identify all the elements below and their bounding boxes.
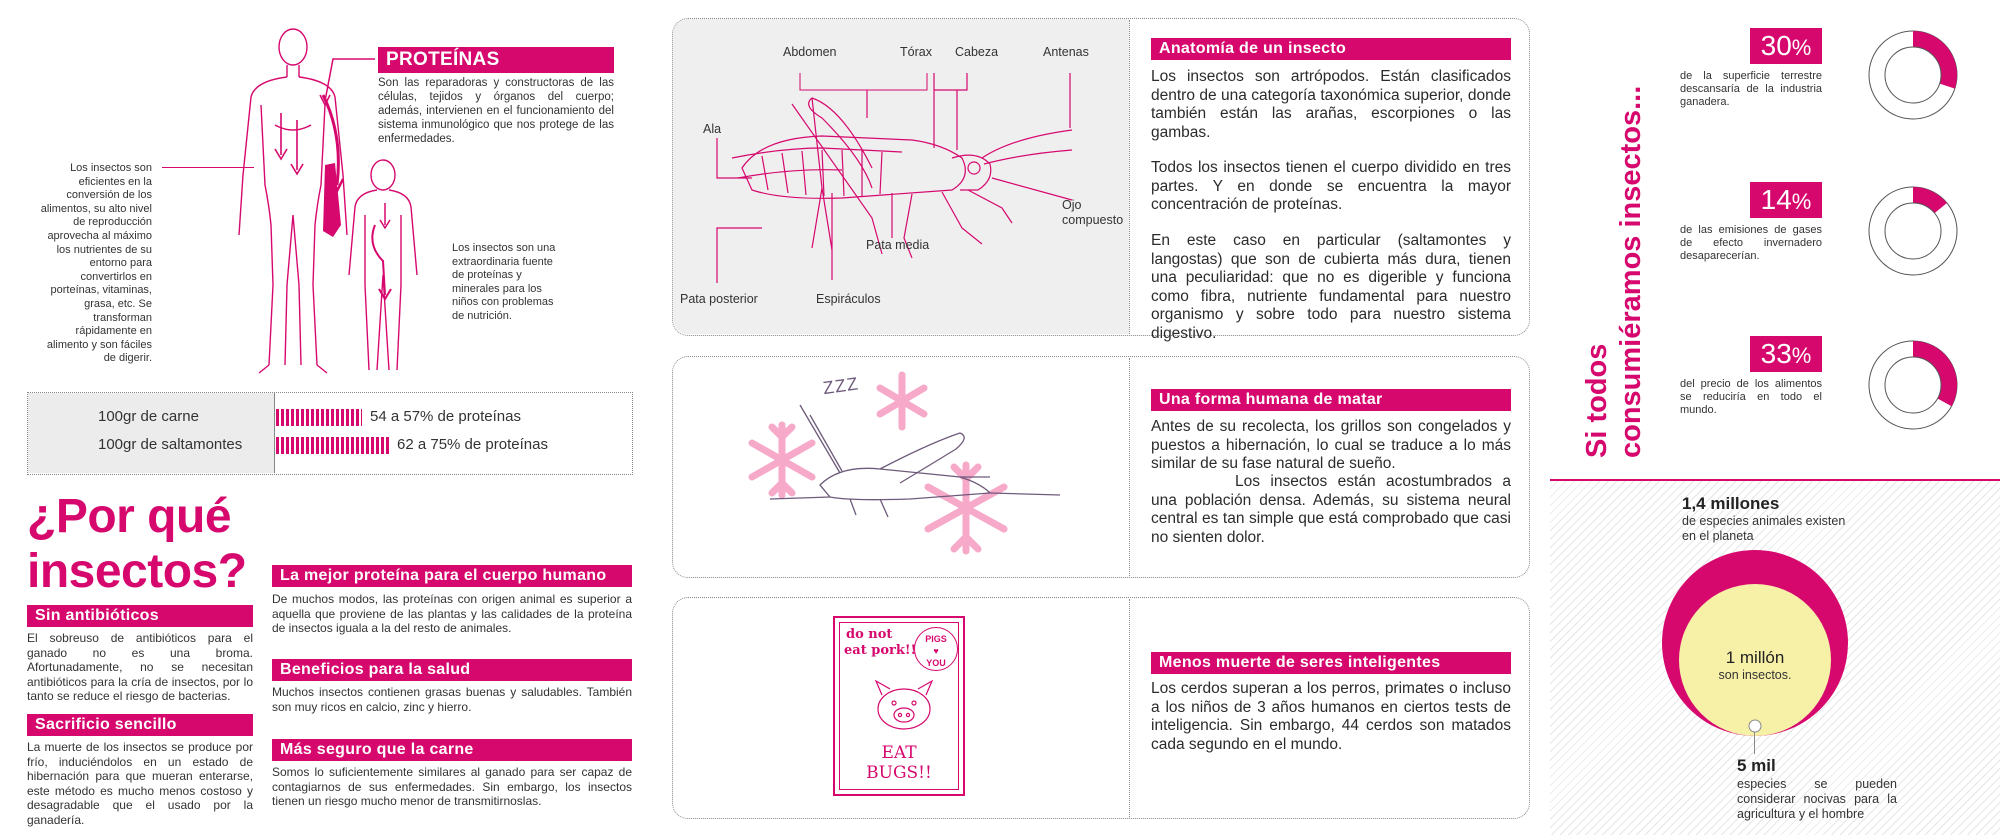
beneficios-title: Beneficios para la salud: [272, 659, 632, 681]
stat-row: [1680, 182, 1980, 292]
protein-bar-meat: [276, 409, 362, 426]
label-espiraculos: Espiráculos: [816, 292, 881, 306]
label-cabeza: Cabeza: [955, 45, 999, 59]
poster-top2: eat pork!!: [844, 643, 917, 658]
matar-title: Una forma humana de matar: [1151, 389, 1511, 411]
pig-icon: [862, 675, 946, 737]
beneficios-text: Muchos insectos contienen grasas buenas y saludables. También son muy ricos en calcio, zinc y hierro.: [272, 685, 632, 714]
proteinas-text: Son las reparadoras y constructoras de las células, tejidos y órganos del cuerpo; además, intervienen en el funcionamiento del sistema inmunológico que nos protege de las enfermedades.: [378, 77, 614, 145]
bubble-pigs: PIGS: [925, 634, 947, 644]
comparison-box: [27, 392, 633, 475]
stat-number-badge: [1750, 182, 1822, 218]
proteinas-title: PROTEÍNAS: [378, 47, 614, 73]
si-todos-title: [1580, 38, 1647, 458]
matar-p1: Antes de su recolecta, los grillos son congelados y puestos a hibernación, lo cual se traduce a lo más similar de su fase natural de sueño.: [1151, 418, 1511, 472]
left-note: Los insectos son eficientes en la conversión de los alimentos, su alto nivel de reproducción aprovecha al máximo los nutrientes de su entorno para convertirlos en porteínas, vitaminas, grasa, etc. Se transforman rápidamente en alimento y son fáciles de digerir.: [40, 162, 152, 365]
species-big-num: 1,4 millones: [1682, 494, 1780, 513]
anatomy-p3: En este caso en particular (saltamontes y langostas) que son de cubierta más dura, tienen una peculiaridad: que no es digerible y funciona como fibra, nutriente fundamental para nuestro organismo y sobre todo para nuestro sistema digestivo.: [1151, 232, 1511, 342]
label-ojo: Ojo: [1062, 198, 1082, 212]
label-pata-posterior: Pata posterior: [680, 292, 758, 306]
sin-antibioticos-text: El sobreuso de antibióticos para el ganado no es una broma. Afortunadamente, no se necesitan antibióticos para la cría de insectos, por lo tanto se reduce el riesgo de bacterias.: [27, 631, 253, 703]
sacrificio-text: La muerte de los insectos se produce por frío, induciéndolos en un estado de hibernación para que mueran enterarse, este método es mucho menos costoso y desagradable que el usado por la ganadería.: [27, 740, 253, 827]
stat-donut-chart: [1866, 338, 1960, 432]
poster-bottom2: BUGS!!: [866, 763, 932, 783]
menos-text: Los cerdos superan a los perros, primates o incluso a los niños de 3 años humanos en ciertos tests de inteligencia. Sin embargo, 44 cerdos son matados cada segundo en el mundo.: [1151, 680, 1511, 753]
protein-bar-grasshopper: [276, 437, 389, 454]
stat-text: de la superficie terrestre descansaría de la industria ganadera.: [1680, 70, 1822, 108]
circle-pests: [1749, 720, 1761, 732]
anatomy-p1: Los insectos son artrópodos. Están clasificados dentro de una categoría taxonómica superior, donde también están las arañas, escorpiones o las gambas.: [1151, 68, 1511, 141]
species-circles: [1660, 548, 1850, 738]
label-antenas: Antenas: [1043, 45, 1089, 59]
label-ala: Ala: [703, 122, 722, 136]
pig-poster: [833, 616, 965, 796]
species-small-text: especies se pueden considerar nocivas para la agricultura y el hombre: [1737, 777, 1897, 821]
poster-top1: do not: [846, 627, 893, 642]
panel-divider: [1129, 599, 1130, 817]
anatomy-title: Anatomía de un insecto: [1151, 38, 1511, 60]
stat-text: del precio de los alimentos se reduciría en todo el mundo.: [1680, 378, 1822, 416]
menos-title: Menos muerte de seres inteligentes: [1151, 652, 1511, 674]
stat-text: de las emisiones de gases de efecto invernadero desaparecerían.: [1680, 224, 1822, 262]
poster-bottom1: EAT: [881, 743, 917, 763]
por-que-line2: insectos?: [27, 545, 247, 598]
comparison-label-meat: 100gr de carne: [98, 408, 199, 425]
stat-number: 14: [1760, 184, 1792, 215]
comparison-label-grasshopper: 100gr de saltamontes: [98, 436, 243, 453]
bubble-you: YOU: [926, 658, 946, 668]
panel-divider: [1129, 358, 1130, 576]
matar-p2: Los insectos están acostumbrados a una población densa. Además, su sistema neural central es tan simple que está comprobado que casi no sienten dolor.: [1151, 473, 1511, 546]
right-note: Los insectos son una extraordinaria fuente de proteínas y minerales para los niños con problemas de nutrición.: [452, 242, 556, 322]
poster-bubble: [914, 627, 958, 671]
zzz-text: Z Z Z: [821, 373, 858, 399]
sacrificio-title: Sacrificio sencillo: [27, 714, 253, 736]
species-mid-text: son insectos.: [1718, 668, 1792, 682]
bubble-heart: ♥: [933, 646, 939, 656]
species-mid-num: 1 millón: [1725, 648, 1785, 667]
comparison-value-grasshopper: 62 a 75% de proteínas: [397, 436, 548, 453]
donut-hole: [1885, 47, 1941, 103]
stat-donut-chart: [1866, 184, 1960, 278]
mas-seguro-title: Más seguro que la carne: [272, 739, 632, 761]
donut-hole: [1885, 203, 1941, 259]
stat-unit: %: [1791, 343, 1812, 368]
si-todos-line2: consumiéramos insectos...: [1615, 85, 1647, 458]
pointer-line: [1754, 732, 1755, 754]
stat-donut-chart: [1866, 28, 1960, 122]
species-small-num: 5 mil: [1737, 756, 1776, 775]
por-que-line1: ¿Por qué: [27, 490, 232, 543]
stat-number-badge: [1750, 28, 1822, 64]
stat-row: [1680, 336, 1980, 446]
stat-row: [1680, 28, 1980, 138]
stat-unit: %: [1791, 35, 1812, 60]
anatomy-p2: Todos los insectos tienen el cuerpo dividido en tres partes. Y en donde se encuentra la mayor concentración de proteínas.: [1151, 159, 1511, 213]
donut-hole: [1885, 357, 1941, 413]
stat-number: 30: [1760, 30, 1792, 61]
stat-unit: %: [1791, 189, 1812, 214]
panel-divider: [1129, 20, 1130, 334]
grasshopper-diagram: [672, 18, 1128, 336]
si-todos-line1: Si todos: [1581, 343, 1613, 458]
species-big-text: de especies animales existen en el planeta: [1682, 514, 1846, 543]
label-pata-media: Pata media: [866, 238, 930, 252]
mejor-proteina-text: De muchos modos, las proteínas con origen animal es superior a aquella que proviene de las plantas y las calidades de la proteína de insectos iguala a la del resto de animales.: [272, 592, 632, 635]
mas-seguro-text: Somos lo suficientemente similares al ganado para ser capaz de contagiarnos de sus enfermedades. Sin embargo, los insectos tienen un riesgo mucho menor de transmitirnoslas.: [272, 765, 632, 808]
stat-number: 33: [1760, 338, 1792, 369]
stat-number-badge: [1750, 336, 1822, 372]
label-compuesto: compuesto: [1062, 213, 1124, 227]
sin-antibioticos-title: Sin antibióticos: [27, 605, 253, 627]
label-torax: Tórax: [900, 45, 932, 59]
frozen-grasshopper-illustration: [730, 365, 1070, 565]
mejor-proteina-title: La mejor proteína para el cuerpo humano: [272, 565, 632, 587]
pointer-line: [162, 167, 254, 168]
comparison-value-meat: 54 a 57% de proteínas: [370, 408, 521, 425]
label-abdomen: Abdomen: [783, 45, 837, 59]
